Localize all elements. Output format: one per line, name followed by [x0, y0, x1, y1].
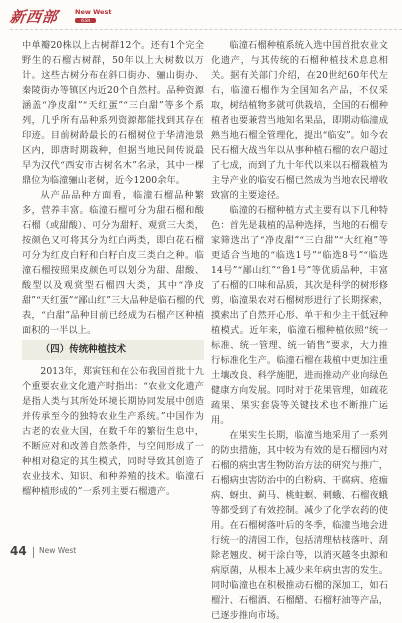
page-number: 44 [10, 544, 27, 558]
logo-tag: ISSN [75, 18, 96, 23]
header-rule [10, 29, 402, 30]
body-paragraph: 2013年，郑寅钰和在公布我国首批十九个重要农业文化遗产时指出：“农业文化遗产是指人类与其所处环境长期协同发展中创造并传承至今的独特农业生产系统。”中国作为古老的农业大国，在数千年的繁衍生息中，不断应对和改善自然条件，与空间形成了一种相对稳定的其生模式，同时导致其创造了农业技术、知识、和种养殖的技术。临潼石榴种植形成的”一系列主要石榴遗产。 [22, 366, 204, 497]
masthead [0, 0, 402, 30]
page-footer [0, 540, 402, 568]
footer-brand: New West [39, 546, 77, 555]
footer-divider [33, 547, 34, 558]
body-paragraph: 从产品品种方面看，临潼石榴品种繁多，营养丰富。临潼石榴可分为甜石榴和酸石榴（或甜酸）、可分为甜籽、观赏三大类，按颜色又可将其分为红白两类，即白花石榴可分为红皮白籽和白籽白皮三类白之种。临潼石榴按照果皮颜色可以划分为甜、甜酸、酸型以及观赏型石榴四大类，其中“净皮甜”“天红蛋”“鄙山红”三大品种是临石榴的代表，“白甜”品种目前已经成为石榴产区种植面积的一半以上。 [22, 190, 204, 336]
body-paragraph: 临潼石榴种植系统入选中国首批农业文化遗产，与其传统的石榴种植技术息息相关。据有关部门介绍，在20世纪60年代左右，临潼石榴作为全国知名产品，不仅采取，树结植物多就可供栽培，全国的石榴种植者也要兼营当地知名果品，即期动临潼成熟当地石榴全管理化，提出“临安”。如今农民石榴大战当年以从事种植石榴的农户超过了七成，而到了九十年代以来以石榴栽植为主导产业的临安石榴已然成为当地农民增收致富的主要途径。 [211, 40, 388, 201]
body-paragraph: 临潼的石榴种植方式主要有以下几种特色：首先是栽植的品种选择，当地的石榴专家筛选出了“净皮甜”“三白甜”“大红袍”等更适合当地的“临选1号”“临选8号”“临选14号”“鄙山红”“鲁1号”等优质品种，丰富了石榴的口味和品质，其次是科学的树形修剪，临潼果农对石榴树形进行了长期探索，摸索出了自然开心形、单干和少主干低冠种植模式。近年来，临潼石榴种植依照“统一标准、统一管理、统一销售”要求，大力推行标准化生产。临潼石榴在栽植中更加注重土壤改良、科学施肥，进而推动产业向绿色健康方向发展。同时对于花果管理，如疏花疏果、果实套袋等关键技术也不断推广运用。 [211, 205, 388, 426]
body-paragraph: 中单瓣20株以上古树群12个。还有1个完全野生的石榴古树群，50年以上大树数以万计。这些古树分布在斜口街办、骊山街办、秦陵街办等镇区内近20个自然村。品种资源涵盖“净皮甜”“天红蛋”“三白甜”等多个系列，几乎所有品种系列资源都能找到其存在印迹。目前树龄最长的石榴树位于华清池景区内，即唐时期栽种，但据当地民间传说最早为汉代“西安市古树名木”名录，其中一棵鼎位为临潼骊山老树，近今1200余年。 [22, 40, 204, 186]
logo-english: New West [75, 8, 112, 16]
right-column [211, 38, 388, 623]
left-column [22, 38, 204, 499]
magazine-logo: 新西部 [8, 8, 60, 26]
section-heading: （四）传统种植技术 [22, 340, 204, 360]
logo-subtitle [75, 9, 111, 23]
body-paragraph: 在果实生长期，临潼当地采用了一系列的防虫措施，其中较为有效的是石榴园内对石榴的病虫害生物防治方法的研究与推广，石榴病虫害防治中的白粉病、干腐病、疮痂病、蚜虫、蓟马、桃蛀螟、刺蛾、石榴夜蛾等都受到了有效控制。减少了化学农药的使用。在石榴树落叶后的冬季，临潼当地会进行统一的清园工作，包括清理枯枝落叶、刮除老翘皮、树干涂白等，以消灭越冬虫源和病原菌，从根本上减少来年病虫害的发生。同时临潼也在积极推动石榴的深加工，如石榴汁、石榴酒、石榴醋、石榴籽油等产品，已逐步推向市场。 [211, 430, 388, 621]
